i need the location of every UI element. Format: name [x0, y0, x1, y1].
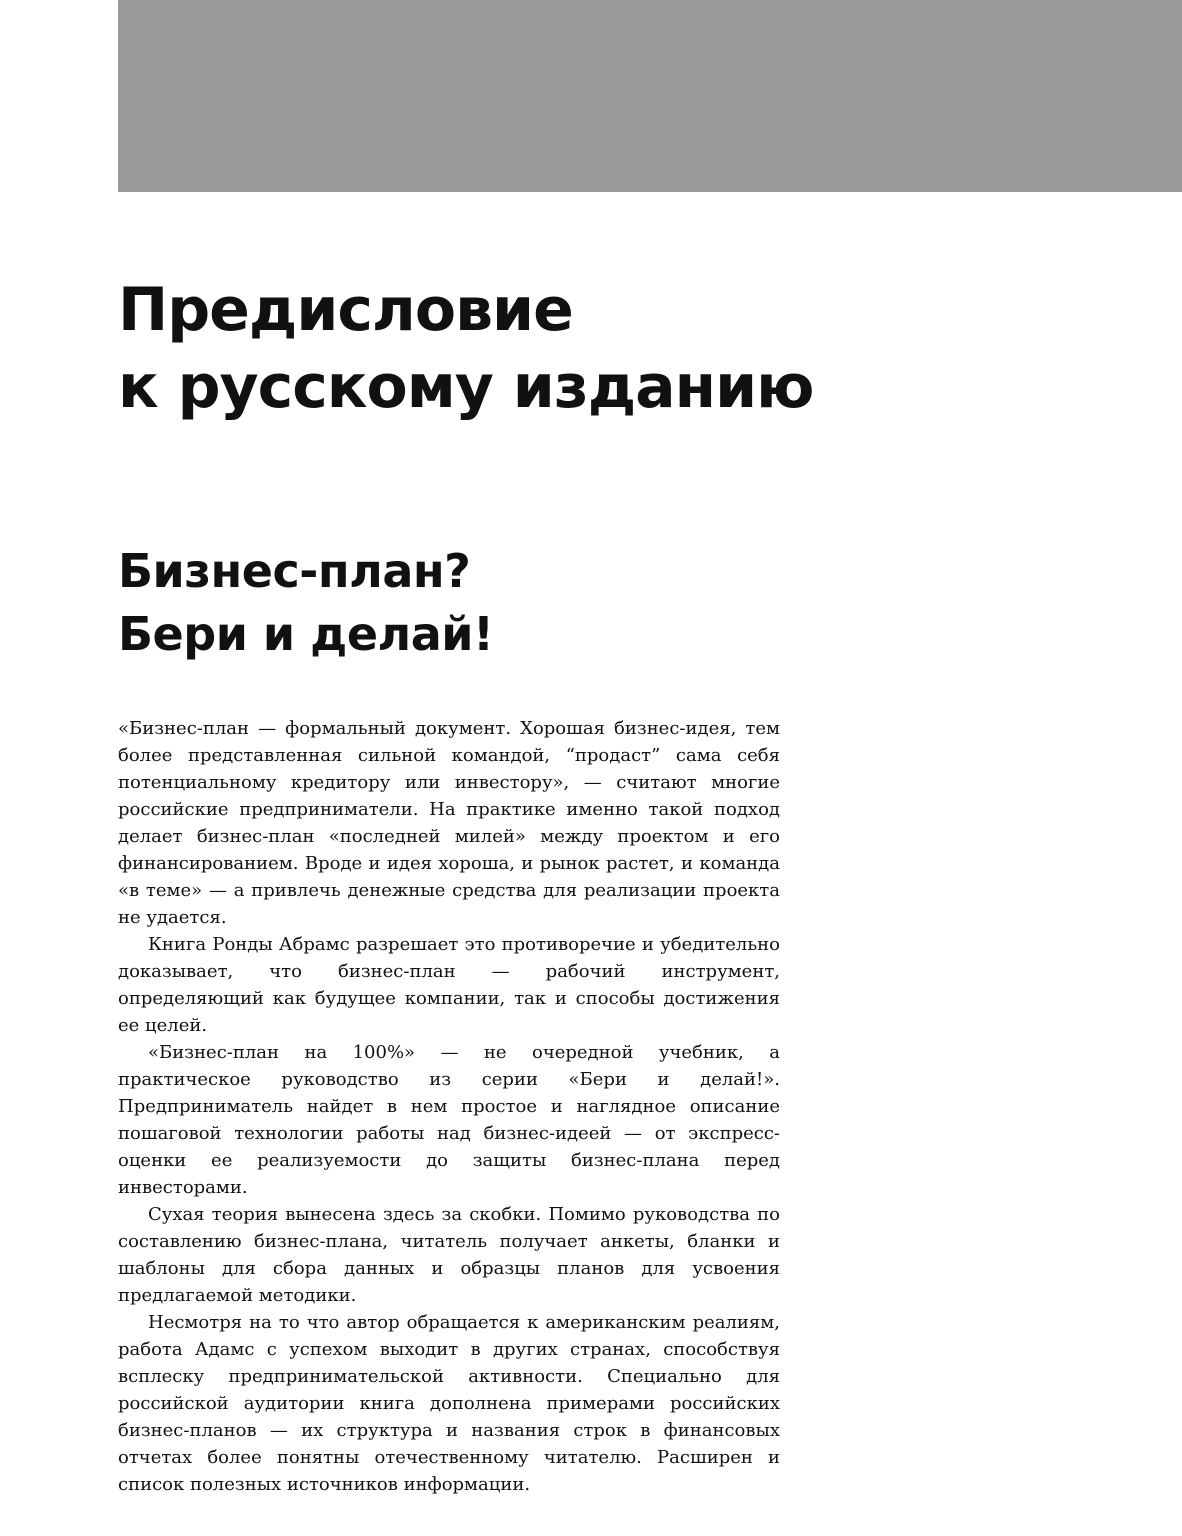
paragraph-3: «Бизнес-план на 100%» — не очередной учебник, а практическое руководство из серии «Бери и делай!». Предприниматель найдет в нем простое и наглядное описание пошаговой технологии работы над бизнес-идеей — от экспресс-оценки ее реализуемости до защиты бизнес-плана перед инвесторами. [118, 1042, 780, 1198]
chapter-title-line-1: Предисловие [118, 275, 573, 345]
section-title [118, 540, 878, 666]
chapter-title [118, 272, 878, 426]
chapter-title-line-2: к русскому изданию [118, 352, 814, 422]
paragraph-1: «Бизнес-план — формальный документ. Хорошая бизнес-идея, тем более представленная сильной командой, “продаст” сама себя потенциальному кредитору или инвестору», — считают многие российские предприниматели. На практике именно такой подход делает бизнес-план «последней милей» между проектом и его финансированием. Вроде и идея хороша, и рынок растет, и команда «в теме» — а привлечь денежные средства для реализации проекта не удается. [118, 718, 780, 928]
paragraph-2: Книга Ронды Абрамс разрешает это противоречие и убедительно доказывает, что бизнес-план — рабочий инструмент, определяющий как будущее компании, так и способы достижения ее целей. [118, 934, 780, 1036]
section-title-line-2: Бери и делай! [118, 607, 494, 661]
paragraph-4: Сухая теория вынесена здесь за скобки. Помимо руководства по составлению бизнес-плана, читатель получает анкеты, бланки и шаблоны для сбора данных и образцы планов для усвоения предлагаемой методики. [118, 1204, 780, 1306]
header-band [118, 0, 1182, 192]
paragraph-5: Несмотря на то что автор обращается к американским реалиям, работа Адамс с успехом выходит в других странах, способствуя всплеску предпринимательской активности. Специально для российской аудитории книга дополнена примерами российских бизнес-планов — их структура и названия строк в финансовых отчетах более понятны отечественному читателю. Расширен и список полезных источников информации. [118, 1312, 780, 1495]
body-text [118, 715, 780, 1498]
section-title-line-1: Бизнес-план? [118, 544, 471, 598]
